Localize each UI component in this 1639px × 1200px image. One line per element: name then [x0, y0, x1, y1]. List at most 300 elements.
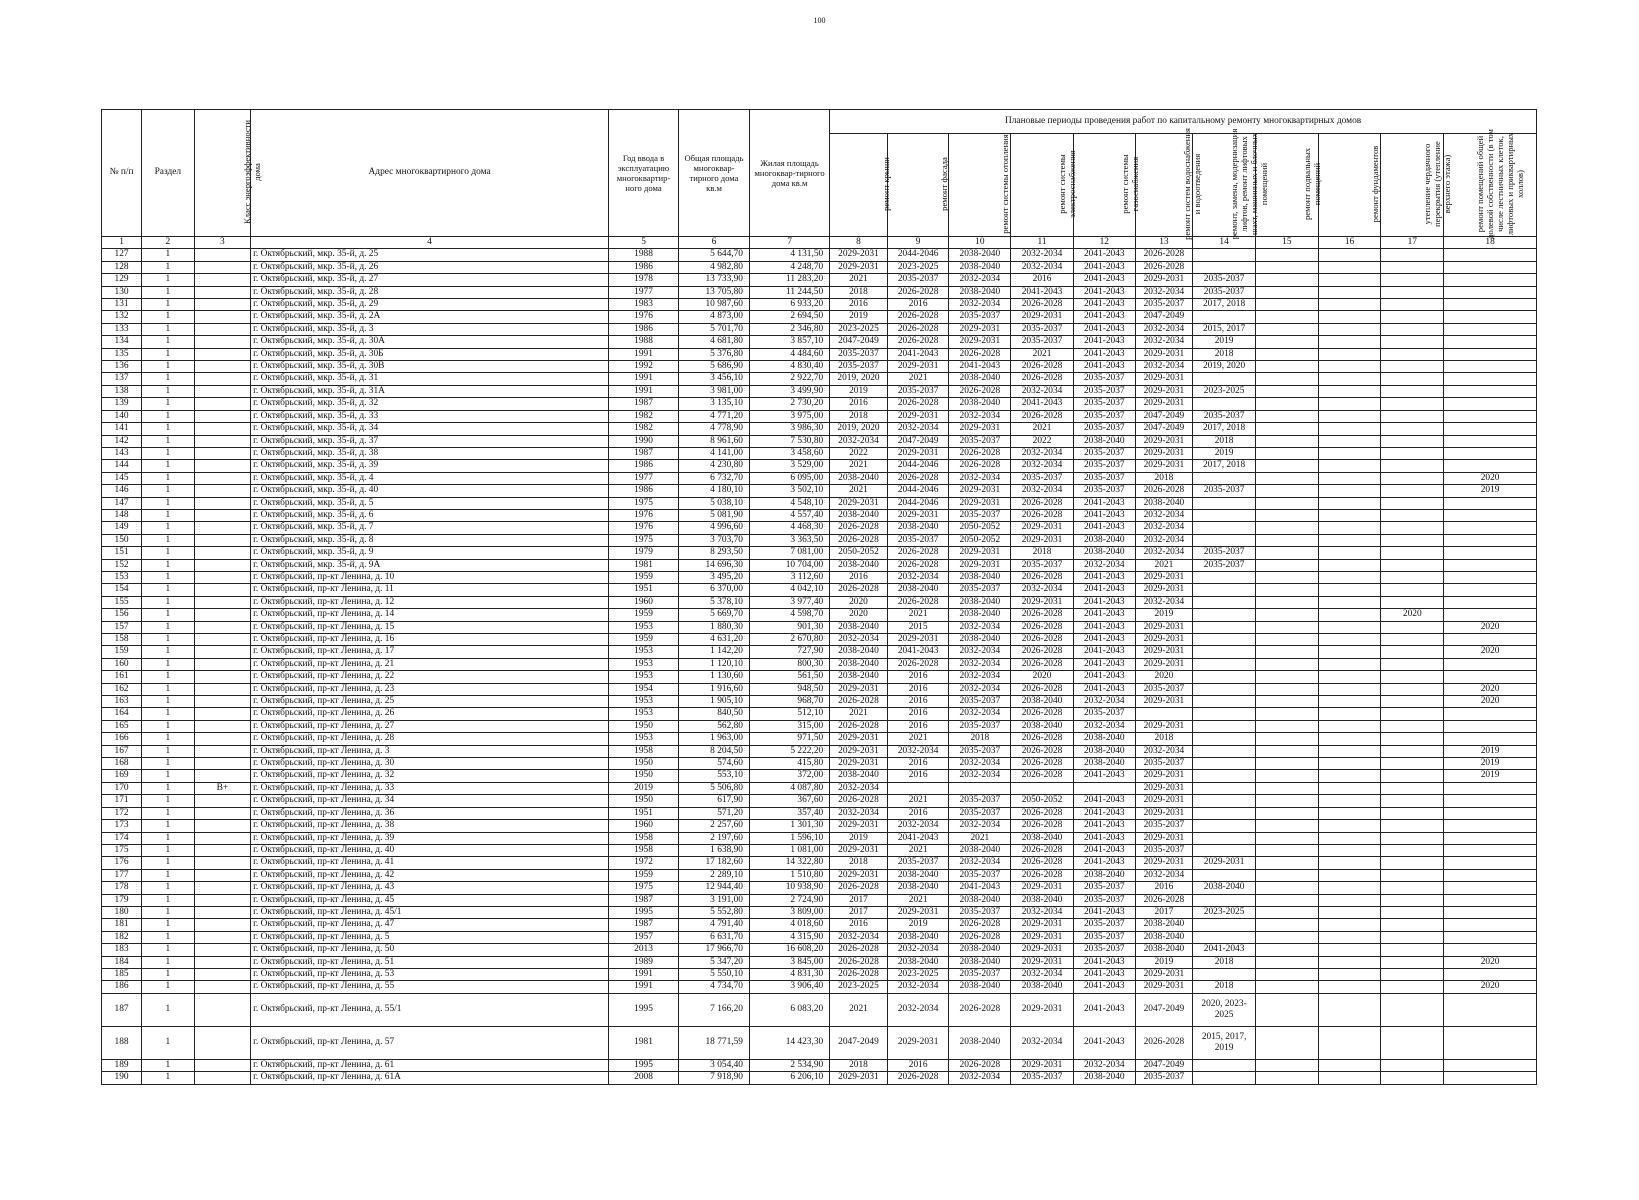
table-cell — [194, 348, 251, 360]
table-cell: 2035-2037 — [1193, 410, 1256, 422]
table-cell: 2020 — [1011, 671, 1074, 683]
table-cell: 10 987,60 — [679, 299, 750, 311]
table-cell: 1 — [142, 733, 194, 745]
table-cell: 2017 — [1135, 906, 1193, 918]
table-cell: 4 631,20 — [679, 634, 750, 646]
table-cell: 1 142,20 — [679, 646, 750, 658]
table-cell: 2038-2040 — [830, 658, 888, 670]
column-number: 4 — [251, 237, 609, 249]
table-cell: 2035-2037 — [1011, 559, 1074, 571]
table-cell: 143 — [102, 447, 142, 459]
table-cell: 2029-2031 — [1135, 584, 1193, 596]
table-cell: 1 — [142, 485, 194, 497]
header-periods-title: Плановые периоды проведения работ по капитальному ремонту многоквартирных домов — [830, 110, 1537, 134]
table-cell: 2041-2043 — [1073, 522, 1135, 534]
table-cell: 1987 — [609, 919, 679, 931]
table-cell: 4 996,60 — [679, 522, 750, 534]
table-cell: 2026-2028 — [1011, 857, 1074, 869]
table-cell: 2019 — [1135, 956, 1193, 968]
table-cell — [194, 894, 251, 906]
table-cell — [1255, 733, 1318, 745]
table-cell: 2026-2028 — [949, 348, 1011, 360]
table-cell: 4 771,20 — [679, 410, 750, 422]
table-cell: 132 — [102, 311, 142, 323]
table-row — [102, 634, 1537, 646]
table-cell: 137 — [102, 373, 142, 385]
table-cell — [194, 447, 251, 459]
table-cell: 1988 — [609, 336, 679, 348]
table-cell: 4 791,40 — [679, 919, 750, 931]
table-cell: 512,10 — [749, 708, 829, 720]
table-cell: 2029-2031 — [1135, 720, 1193, 732]
table-cell: 2041-2043 — [1011, 286, 1074, 298]
table-cell: 175 — [102, 844, 142, 856]
table-cell: 151 — [102, 547, 142, 559]
table-cell: 2029-2031 — [1135, 571, 1193, 583]
header-year: Год ввода в эксплуатацию многоквартир-ного дома — [609, 110, 679, 237]
table-cell — [1193, 522, 1256, 534]
table-cell: 171 — [102, 795, 142, 807]
table-cell: 1995 — [609, 993, 679, 1026]
table-cell — [1193, 1072, 1256, 1084]
table-cell: 4 087,80 — [749, 782, 829, 794]
table-cell: 2038-2040 — [949, 1026, 1011, 1059]
table-cell: 2029-2031 — [949, 559, 1011, 571]
table-cell: 2041-2043 — [887, 646, 949, 658]
table-cell: 2041-2043 — [1073, 844, 1135, 856]
table-cell: 1995 — [609, 1059, 679, 1071]
table-cell: 179 — [102, 894, 142, 906]
table-cell: 2019 — [1444, 485, 1537, 497]
table-cell: 2035-2037 — [1135, 758, 1193, 770]
table-cell — [1444, 708, 1537, 720]
table-cell: 2026-2028 — [1135, 249, 1193, 261]
table-cell — [1318, 634, 1381, 646]
table-cell: 2016 — [887, 1059, 949, 1071]
table-cell: г. Октябрьский, пр-кт Ленина, д. 22 — [251, 671, 609, 683]
table-cell — [1444, 547, 1537, 559]
table-cell: 2 694,50 — [749, 311, 829, 323]
table-cell — [1318, 497, 1381, 509]
table-cell: 3 857,10 — [749, 336, 829, 348]
table-cell — [1318, 423, 1381, 435]
table-cell: 1 — [142, 696, 194, 708]
table-cell: 1950 — [609, 758, 679, 770]
table-cell: 2032-2034 — [1135, 596, 1193, 608]
table-cell: 6 206,10 — [749, 1072, 829, 1084]
table-cell: 163 — [102, 696, 142, 708]
table-cell: 2038-2040 — [830, 671, 888, 683]
table-cell — [1444, 361, 1537, 373]
table-cell: 2017, 2018 — [1193, 460, 1256, 472]
table-cell: 2026-2028 — [830, 795, 888, 807]
header-work-type: ремонт системы отопления — [949, 133, 1011, 236]
table-cell: 166 — [102, 733, 142, 745]
table-cell: 8 961,60 — [679, 435, 750, 447]
table-cell: 134 — [102, 336, 142, 348]
table-cell: 2026-2028 — [1011, 609, 1074, 621]
table-cell — [1255, 323, 1318, 335]
table-cell: 4 557,40 — [749, 509, 829, 521]
table-cell: 2 197,60 — [679, 832, 750, 844]
table-cell: 1 130,60 — [679, 671, 750, 683]
table-row — [102, 696, 1537, 708]
table-cell: 1 — [142, 857, 194, 869]
table-cell — [1255, 410, 1318, 422]
table-cell: 2016 — [887, 708, 949, 720]
table-cell — [1444, 522, 1537, 534]
table-row — [102, 720, 1537, 732]
table-cell: 156 — [102, 609, 142, 621]
table-cell: г. Октябрьский, мкр. 35-й, д. 3 — [251, 323, 609, 335]
table-cell: 149 — [102, 522, 142, 534]
table-cell: 7 918,90 — [679, 1072, 750, 1084]
table-cell: 2026-2028 — [949, 1059, 1011, 1071]
table-cell — [1255, 968, 1318, 980]
table-cell — [1318, 919, 1381, 931]
table-cell — [1193, 758, 1256, 770]
table-cell — [194, 807, 251, 819]
table-cell: 2032-2034 — [949, 1072, 1011, 1084]
table-cell — [194, 596, 251, 608]
table-cell: 2038-2040 — [949, 956, 1011, 968]
table-cell: 2035-2037 — [1073, 398, 1135, 410]
table-row — [102, 571, 1537, 583]
table-cell — [194, 249, 251, 261]
table-cell: 1 120,10 — [679, 658, 750, 670]
table-cell: 2035-2037 — [949, 720, 1011, 732]
table-cell: 2038-2040 — [1073, 869, 1135, 881]
table-cell: 1960 — [609, 820, 679, 832]
table-cell: 2016 — [830, 919, 888, 931]
table-cell: 2026-2028 — [830, 534, 888, 546]
table-cell: 1 — [142, 261, 194, 273]
table-cell — [1255, 559, 1318, 571]
table-cell: 2044-2046 — [887, 249, 949, 261]
table-cell: 367,60 — [749, 795, 829, 807]
table-cell: 2026-2028 — [830, 968, 888, 980]
table-cell: г. Октябрьский, мкр. 35-й, д. 2А — [251, 311, 609, 323]
column-number: 17 — [1381, 237, 1444, 249]
table-cell: 2035-2037 — [1193, 559, 1256, 571]
table-cell: 2026-2028 — [1011, 820, 1074, 832]
table-cell — [1444, 919, 1537, 931]
table-cell — [1135, 708, 1193, 720]
table-cell: г. Октябрьский, пр-кт Ленина, д. 57 — [251, 1026, 609, 1059]
table-cell — [194, 485, 251, 497]
table-cell: 130 — [102, 286, 142, 298]
table-cell: 2020 — [1444, 696, 1537, 708]
table-cell: 1 — [142, 398, 194, 410]
table-cell: 1958 — [609, 844, 679, 856]
table-cell — [1318, 398, 1381, 410]
table-cell: 2032-2034 — [830, 435, 888, 447]
table-cell: 1 916,60 — [679, 683, 750, 695]
table-cell — [194, 758, 251, 770]
table-cell — [194, 634, 251, 646]
table-cell: 2038-2040 — [1011, 894, 1074, 906]
capital-repair-table — [101, 109, 1537, 1085]
table-cell: 3 981,00 — [679, 385, 750, 397]
table-row — [102, 596, 1537, 608]
table-cell: 5 552,80 — [679, 906, 750, 918]
table-row — [102, 336, 1537, 348]
table-cell: г. Октябрьский, пр-кт Ленина, д. 3 — [251, 745, 609, 757]
table-cell: 2029-2031 — [1135, 435, 1193, 447]
table-cell — [1193, 596, 1256, 608]
table-cell: 2038-2040 — [830, 559, 888, 571]
table-cell: 901,30 — [749, 621, 829, 633]
table-cell: 2032-2034 — [1073, 559, 1135, 571]
table-cell: 2029-2031 — [1135, 832, 1193, 844]
table-cell — [1318, 311, 1381, 323]
table-cell: 3 495,20 — [679, 571, 750, 583]
table-cell: 4 042,10 — [749, 584, 829, 596]
table-cell: 1988 — [609, 249, 679, 261]
table-cell — [1255, 993, 1318, 1026]
table-cell: 2038-2040 — [1011, 720, 1074, 732]
table-cell — [194, 1072, 251, 1084]
table-cell — [1193, 311, 1256, 323]
table-cell — [1444, 944, 1537, 956]
table-cell — [1193, 646, 1256, 658]
table-cell — [1318, 385, 1381, 397]
table-cell: 2041-2043 — [1073, 361, 1135, 373]
table-cell: 2038-2040 — [1073, 435, 1135, 447]
table-row — [102, 274, 1537, 286]
table-cell: 948,50 — [749, 683, 829, 695]
table-cell: 2041-2043 — [1073, 658, 1135, 670]
table-cell: 2019 — [609, 782, 679, 794]
table-cell — [194, 993, 251, 1026]
table-cell: 2032-2034 — [887, 423, 949, 435]
table-row — [102, 931, 1537, 943]
table-cell: 2029-2031 — [1135, 981, 1193, 993]
table-cell: 1976 — [609, 311, 679, 323]
table-row — [102, 795, 1537, 807]
table-cell: 2050-2052 — [1011, 795, 1074, 807]
table-cell: 2019, 2020 — [830, 373, 888, 385]
table-cell: 1 — [142, 770, 194, 782]
table-cell: 13 733,90 — [679, 274, 750, 286]
table-cell: 7 081,00 — [749, 547, 829, 559]
table-cell: 1991 — [609, 373, 679, 385]
table-cell — [1318, 782, 1381, 794]
table-cell: 2041-2043 — [1073, 634, 1135, 646]
header-work-type: ремонт системы электроснабжения — [1011, 133, 1074, 236]
table-cell — [1318, 869, 1381, 881]
table-cell: 2032-2034 — [949, 708, 1011, 720]
table-cell: 2032-2034 — [1073, 1059, 1135, 1071]
table-cell: 2026-2028 — [949, 931, 1011, 943]
column-number: 9 — [887, 237, 949, 249]
table-cell: 2023-2025 — [1193, 906, 1256, 918]
table-cell: 2032-2034 — [887, 981, 949, 993]
table-cell: 2041-2043 — [1073, 795, 1135, 807]
table-cell: 2035-2037 — [1011, 323, 1074, 335]
table-cell: 2019 — [1193, 447, 1256, 459]
table-cell: 147 — [102, 497, 142, 509]
table-cell: 2032-2034 — [887, 993, 949, 1026]
table-cell: 177 — [102, 869, 142, 881]
table-cell — [194, 534, 251, 546]
table-cell: г. Октябрьский, пр-кт Ленина, д. 55/1 — [251, 993, 609, 1026]
table-cell — [1193, 708, 1256, 720]
table-cell: 1 — [142, 286, 194, 298]
table-cell — [194, 336, 251, 348]
table-cell: 2032-2034 — [949, 758, 1011, 770]
table-cell: 18 771,59 — [679, 1026, 750, 1059]
table-cell — [1381, 274, 1444, 286]
column-number: 16 — [1318, 237, 1381, 249]
table-cell: 1 — [142, 373, 194, 385]
table-cell: 2047-2049 — [1135, 311, 1193, 323]
table-cell — [194, 385, 251, 397]
table-cell — [1381, 658, 1444, 670]
table-cell: 2029-2031 — [1011, 944, 1074, 956]
table-cell: 148 — [102, 509, 142, 521]
table-cell: 5 550,10 — [679, 968, 750, 980]
table-cell — [1255, 931, 1318, 943]
table-cell: 2029-2031 — [1135, 373, 1193, 385]
table-cell: 2032-2034 — [1135, 522, 1193, 534]
table-cell: 160 — [102, 658, 142, 670]
table-cell: 2026-2028 — [1011, 770, 1074, 782]
table-cell: 2029-2031 — [830, 249, 888, 261]
table-cell: 2038-2040 — [949, 894, 1011, 906]
table-cell: г. Октябрьский, пр-кт Ленина, д. 42 — [251, 869, 609, 881]
table-cell: 167 — [102, 745, 142, 757]
table-cell: 2029-2031 — [1011, 596, 1074, 608]
table-cell: 174 — [102, 832, 142, 844]
table-cell: 3 703,70 — [679, 534, 750, 546]
table-cell — [1318, 472, 1381, 484]
table-cell: 1959 — [609, 609, 679, 621]
table-cell: 2041-2043 — [1073, 348, 1135, 360]
table-cell: 2035-2037 — [1073, 373, 1135, 385]
table-cell: 127 — [102, 249, 142, 261]
table-cell: 2032-2034 — [949, 299, 1011, 311]
table-cell: 129 — [102, 274, 142, 286]
table-cell: 1 — [142, 968, 194, 980]
table-cell: 2021 — [1011, 348, 1074, 360]
table-cell: 2035-2037 — [1135, 820, 1193, 832]
table-cell — [1193, 844, 1256, 856]
table-cell: г. Октябрьский, мкр. 35-й, д. 28 — [251, 286, 609, 298]
table-cell: 146 — [102, 485, 142, 497]
column-number: 14 — [1193, 237, 1256, 249]
table-cell: 1978 — [609, 274, 679, 286]
table-cell: 5 644,70 — [679, 249, 750, 261]
table-cell — [1381, 820, 1444, 832]
table-cell — [1318, 274, 1381, 286]
table-cell — [1381, 634, 1444, 646]
table-cell: 2026-2028 — [1011, 869, 1074, 881]
table-cell — [1255, 882, 1318, 894]
table-cell — [1381, 509, 1444, 521]
table-cell: 170 — [102, 782, 142, 794]
table-cell — [194, 311, 251, 323]
table-cell: 1 — [142, 423, 194, 435]
table-row — [102, 646, 1537, 658]
table-cell: 8 293,50 — [679, 547, 750, 559]
page-number: 100 — [813, 16, 826, 25]
table-cell — [1255, 782, 1318, 794]
table-cell: 2020, 2023-2025 — [1193, 993, 1256, 1026]
table-cell: 2035-2037 — [1073, 485, 1135, 497]
table-cell: 3 054,40 — [679, 1059, 750, 1071]
table-cell: 2021 — [830, 993, 888, 1026]
table-cell — [1381, 956, 1444, 968]
table-cell — [1381, 311, 1444, 323]
table-cell — [1193, 658, 1256, 670]
table-cell — [1193, 832, 1256, 844]
table-row — [102, 584, 1537, 596]
table-cell — [1381, 485, 1444, 497]
table-cell — [1381, 361, 1444, 373]
table-cell: г. Октябрьский, пр-кт Ленина, д. 45 — [251, 894, 609, 906]
table-cell: 2020 — [830, 596, 888, 608]
table-cell: 1986 — [609, 485, 679, 497]
table-cell: 1 880,30 — [679, 621, 750, 633]
header-work-type: ремонт помещений общей долевой собственности (в том числе лестничных клеток, лифтовых и приквартирных холлов) — [1444, 133, 1537, 236]
table-cell: 1959 — [609, 869, 679, 881]
table-cell — [1318, 348, 1381, 360]
table-cell: 4 873,00 — [679, 311, 750, 323]
table-cell — [1318, 844, 1381, 856]
table-cell — [194, 931, 251, 943]
table-cell — [1255, 894, 1318, 906]
table-cell: 2038-2040 — [830, 646, 888, 658]
table-cell — [1381, 571, 1444, 583]
table-cell: 2016 — [887, 758, 949, 770]
table-cell: 2032-2034 — [949, 621, 1011, 633]
table-cell — [1255, 534, 1318, 546]
table-cell: 4 681,80 — [679, 336, 750, 348]
column-number: 5 — [609, 237, 679, 249]
table-cell: 2026-2028 — [1011, 745, 1074, 757]
table-cell: 158 — [102, 634, 142, 646]
table-cell — [1193, 609, 1256, 621]
table-cell: 2018 — [1193, 348, 1256, 360]
table-cell: 2029-2031 — [1011, 931, 1074, 943]
table-cell: г. Октябрьский, мкр. 35-й, д. 5 — [251, 497, 609, 509]
table-cell: 2032-2034 — [949, 472, 1011, 484]
table-cell: 562,80 — [679, 720, 750, 732]
table-cell — [1318, 1059, 1381, 1071]
table-cell: 2021 — [887, 795, 949, 807]
table-cell — [1381, 745, 1444, 757]
table-cell: 1990 — [609, 435, 679, 447]
table-cell: 2035-2037 — [887, 534, 949, 546]
table-cell — [1318, 485, 1381, 497]
table-cell: 1951 — [609, 807, 679, 819]
table-cell — [1255, 683, 1318, 695]
table-cell: 617,90 — [679, 795, 750, 807]
table-cell: 1 — [142, 981, 194, 993]
table-cell — [1193, 782, 1256, 794]
table-cell: 2016 — [887, 299, 949, 311]
table-cell: 1953 — [609, 708, 679, 720]
table-cell — [1318, 249, 1381, 261]
table-cell: г. Октябрьский, мкр. 35-й, д. 31А — [251, 385, 609, 397]
table-cell: 2026-2028 — [1011, 410, 1074, 422]
table-cell: г. Октябрьский, пр-кт Ленина, д. 34 — [251, 795, 609, 807]
table-cell — [1255, 1059, 1318, 1071]
table-cell: 4 548,10 — [749, 497, 829, 509]
table-cell: 2044-2046 — [887, 485, 949, 497]
table-cell: 6 370,00 — [679, 584, 750, 596]
